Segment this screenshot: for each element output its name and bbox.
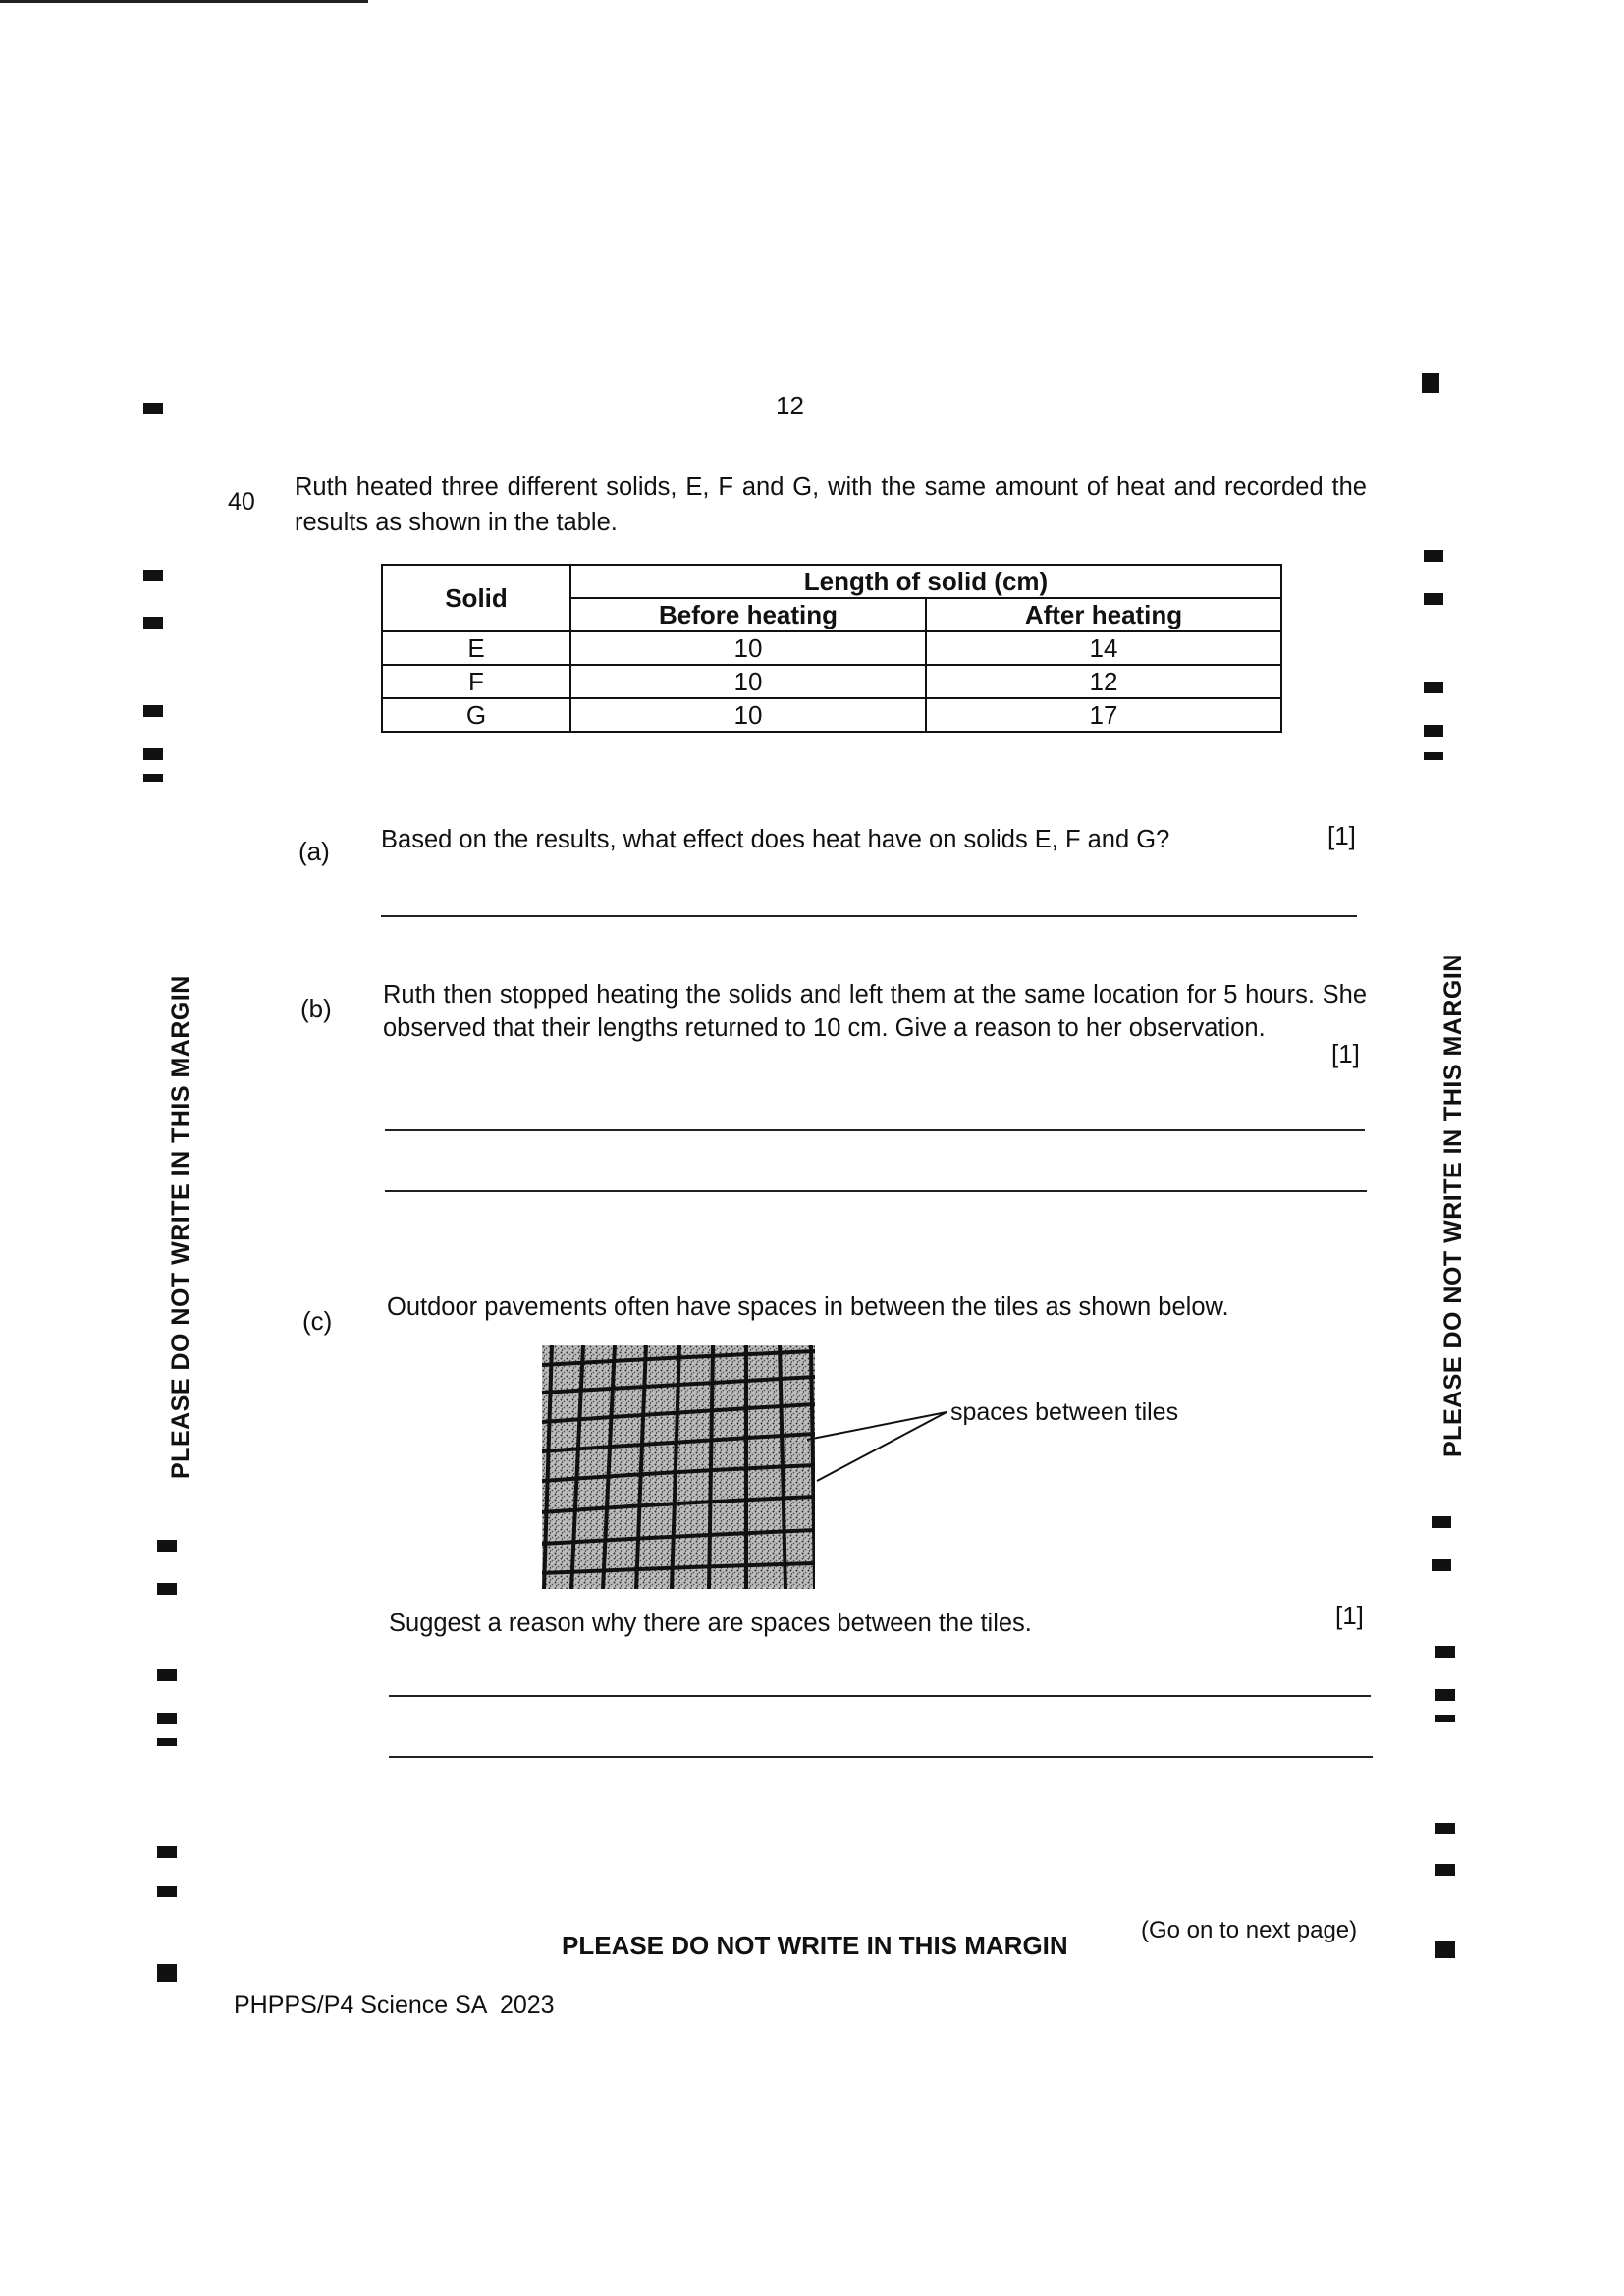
pavement-tiles-image (542, 1345, 815, 1589)
left-margin-warning: PLEASE DO NOT WRITE IN THIS MARGIN (167, 975, 194, 1479)
margin-marker (1432, 1559, 1451, 1571)
part-b-text: Ruth then stopped heating the solids and left them at the same location for 5 hours. She observed that their lengths returned to 10 cm. Give a reason to her observation. (383, 981, 1367, 1042)
header-before: Before heating (570, 598, 926, 631)
margin-marker (143, 403, 163, 414)
callout-lines (805, 1406, 952, 1485)
table-row (382, 698, 1281, 732)
question-text: Ruth heated three different solids, E, F and G, with the same amount of heat and recorded the results as shown in the table. (295, 473, 1367, 536)
margin-marker (1435, 1689, 1455, 1701)
margin-marker (143, 617, 163, 629)
margin-marker (1435, 1864, 1455, 1876)
cell-before: 10 (570, 665, 926, 698)
part-c-intro: Outdoor pavements often have spaces in between the tiles as shown below. (387, 1293, 1229, 1321)
page-number: 12 (776, 391, 804, 420)
cell-before: 10 (570, 631, 926, 665)
margin-marker (1422, 373, 1439, 393)
answer-line-c2[interactable] (389, 1756, 1373, 1758)
margin-marker (1424, 550, 1443, 562)
table-row (382, 631, 1281, 665)
margin-marker (157, 1669, 177, 1681)
footer-margin-warning: PLEASE DO NOT WRITE IN THIS MARGIN (562, 1931, 1068, 1960)
margin-marker (1435, 1823, 1455, 1834)
cell-solid: E (382, 631, 570, 665)
margin-marker (1435, 1646, 1455, 1658)
margin-marker (143, 570, 163, 581)
margin-marker (1432, 1516, 1451, 1528)
part-a-text: Based on the results, what effect does heat have on solids E, F and G? (381, 826, 1170, 853)
margin-marker (1424, 593, 1443, 605)
cell-after: 17 (926, 698, 1281, 732)
margin-marker (1424, 752, 1443, 760)
cell-solid: G (382, 698, 570, 732)
margin-marker (157, 1886, 177, 1897)
cell-before: 10 (570, 698, 926, 732)
header-length: Length of solid (cm) (570, 565, 1281, 598)
footer-next-page: (Go on to next page) (1141, 1917, 1358, 1943)
margin-marker (157, 1540, 177, 1552)
margin-marker (157, 1738, 177, 1746)
cell-after: 12 (926, 665, 1281, 698)
cell-after: 14 (926, 631, 1281, 665)
spaces-callout: spaces between tiles (950, 1398, 1179, 1426)
part-c-marks: [1] (1335, 1601, 1364, 1630)
table-row (382, 665, 1281, 698)
margin-marker (1435, 1941, 1455, 1958)
answer-line-c1[interactable] (389, 1695, 1371, 1697)
paper-id: PHPPS/P4 Science SA 2023 (234, 1992, 555, 2019)
question-number: 40 (228, 488, 255, 516)
margin-marker (1424, 682, 1443, 693)
part-c-prompt: Suggest a reason why there are spaces between the tiles. (389, 1610, 1032, 1637)
margin-marker (1424, 725, 1443, 737)
margin-marker (157, 1713, 177, 1724)
top-rule (0, 0, 368, 3)
margin-marker (143, 748, 163, 760)
margin-marker (143, 774, 163, 782)
results-table (381, 564, 1282, 733)
margin-marker (1435, 1715, 1455, 1722)
header-after: After heating (926, 598, 1281, 631)
part-a-label: (a) (298, 837, 330, 866)
margin-marker (157, 1964, 177, 1982)
part-c-label: (c) (302, 1306, 333, 1336)
margin-marker (157, 1846, 177, 1858)
answer-line-b2[interactable] (385, 1190, 1367, 1192)
right-margin-warning: PLEASE DO NOT WRITE IN THIS MARGIN (1439, 954, 1467, 1457)
margin-marker (143, 705, 163, 717)
answer-line-a[interactable] (381, 915, 1357, 917)
part-b-marks: [1] (1331, 1039, 1360, 1068)
cell-solid: F (382, 665, 570, 698)
answer-line-b1[interactable] (385, 1129, 1365, 1131)
margin-marker (157, 1583, 177, 1595)
header-solid: Solid (382, 565, 570, 631)
part-a-marks: [1] (1327, 821, 1356, 850)
part-b-label: (b) (300, 994, 332, 1023)
